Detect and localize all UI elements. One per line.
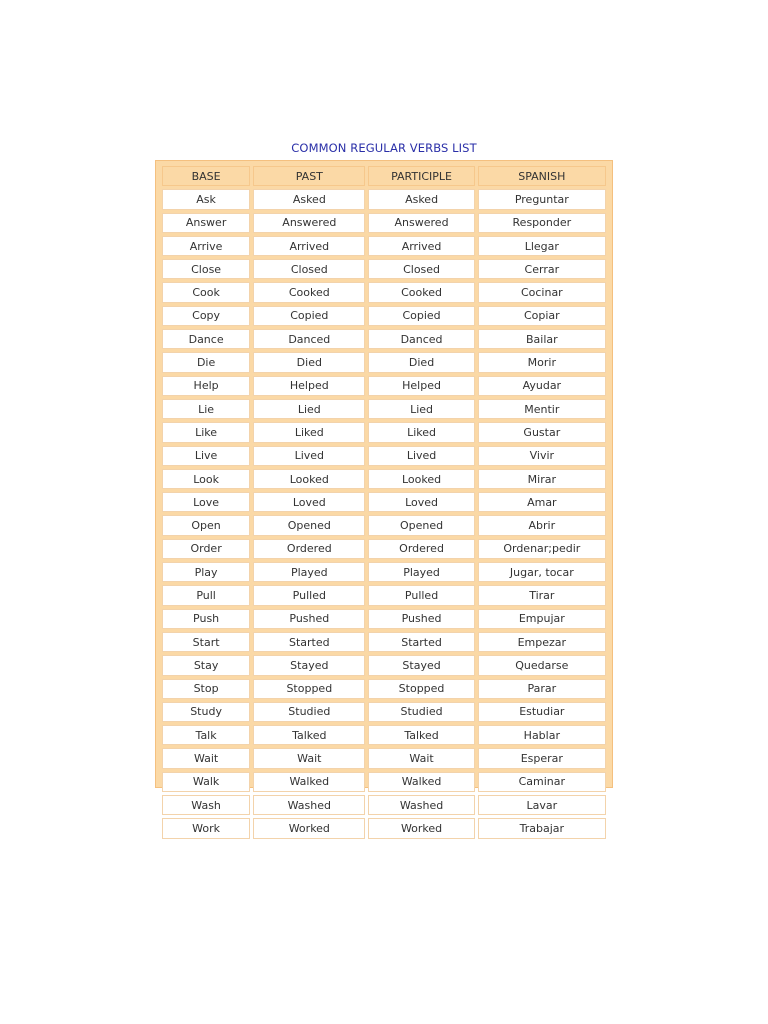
table-row bbox=[162, 329, 606, 349]
cell-base: Stay bbox=[162, 655, 250, 675]
header-participle: PARTICIPLE bbox=[368, 166, 474, 186]
cell-base: Lie bbox=[162, 399, 250, 419]
cell-past: Danced bbox=[253, 329, 365, 349]
table-row bbox=[162, 818, 606, 838]
header-base: BASE bbox=[162, 166, 250, 186]
cell-base: Look bbox=[162, 469, 250, 489]
table-row bbox=[162, 422, 606, 442]
cell-past: Ordered bbox=[253, 539, 365, 559]
cell-past: Copied bbox=[253, 306, 365, 326]
verbs-table bbox=[159, 163, 609, 842]
cell-base: Help bbox=[162, 376, 250, 396]
cell-base: Dance bbox=[162, 329, 250, 349]
cell-past: Closed bbox=[253, 259, 365, 279]
cell-participle: Lived bbox=[368, 446, 474, 466]
cell-spanish: Ordenar;pedir bbox=[478, 539, 606, 559]
cell-spanish: Parar bbox=[478, 679, 606, 699]
table-row bbox=[162, 446, 606, 466]
cell-spanish: Responder bbox=[478, 213, 606, 233]
cell-base: Arrive bbox=[162, 236, 250, 256]
cell-spanish: Cocinar bbox=[478, 282, 606, 302]
table-row bbox=[162, 352, 606, 372]
cell-base: Love bbox=[162, 492, 250, 512]
cell-participle: Lied bbox=[368, 399, 474, 419]
cell-base: Ask bbox=[162, 189, 250, 209]
table-row bbox=[162, 189, 606, 209]
cell-spanish: Lavar bbox=[478, 795, 606, 815]
cell-past: Stopped bbox=[253, 679, 365, 699]
cell-participle: Arrived bbox=[368, 236, 474, 256]
cell-past: Died bbox=[253, 352, 365, 372]
cell-past: Stayed bbox=[253, 655, 365, 675]
cell-participle: Copied bbox=[368, 306, 474, 326]
cell-participle: Ordered bbox=[368, 539, 474, 559]
table-row bbox=[162, 655, 606, 675]
cell-participle: Liked bbox=[368, 422, 474, 442]
cell-past: Lived bbox=[253, 446, 365, 466]
cell-participle: Worked bbox=[368, 818, 474, 838]
cell-past: Helped bbox=[253, 376, 365, 396]
cell-past: Started bbox=[253, 632, 365, 652]
cell-base: Cook bbox=[162, 282, 250, 302]
cell-spanish: Esperar bbox=[478, 748, 606, 768]
cell-past: Answered bbox=[253, 213, 365, 233]
table-body bbox=[162, 189, 606, 838]
cell-base: Push bbox=[162, 609, 250, 629]
cell-past: Opened bbox=[253, 515, 365, 535]
cell-base: Stop bbox=[162, 679, 250, 699]
table-row bbox=[162, 585, 606, 605]
cell-spanish: Abrir bbox=[478, 515, 606, 535]
cell-past: Looked bbox=[253, 469, 365, 489]
table-row bbox=[162, 376, 606, 396]
cell-participle: Walked bbox=[368, 772, 474, 792]
cell-past: Played bbox=[253, 562, 365, 582]
table-row bbox=[162, 306, 606, 326]
table-row bbox=[162, 609, 606, 629]
table-row bbox=[162, 259, 606, 279]
cell-base: Study bbox=[162, 702, 250, 722]
cell-base: Walk bbox=[162, 772, 250, 792]
cell-base: Like bbox=[162, 422, 250, 442]
cell-participle: Stayed bbox=[368, 655, 474, 675]
table-row bbox=[162, 515, 606, 535]
cell-participle: Looked bbox=[368, 469, 474, 489]
cell-participle: Played bbox=[368, 562, 474, 582]
cell-past: Pushed bbox=[253, 609, 365, 629]
cell-spanish: Amar bbox=[478, 492, 606, 512]
cell-spanish: Copiar bbox=[478, 306, 606, 326]
cell-spanish: Morir bbox=[478, 352, 606, 372]
cell-base: Die bbox=[162, 352, 250, 372]
cell-participle: Answered bbox=[368, 213, 474, 233]
cell-participle: Danced bbox=[368, 329, 474, 349]
cell-spanish: Gustar bbox=[478, 422, 606, 442]
cell-participle: Asked bbox=[368, 189, 474, 209]
table-row bbox=[162, 539, 606, 559]
cell-spanish: Estudiar bbox=[478, 702, 606, 722]
cell-past: Asked bbox=[253, 189, 365, 209]
cell-spanish: Llegar bbox=[478, 236, 606, 256]
cell-past: Wait bbox=[253, 748, 365, 768]
cell-spanish: Trabajar bbox=[478, 818, 606, 838]
cell-base: Pull bbox=[162, 585, 250, 605]
cell-spanish: Ayudar bbox=[478, 376, 606, 396]
table-row bbox=[162, 772, 606, 792]
cell-past: Loved bbox=[253, 492, 365, 512]
cell-participle: Studied bbox=[368, 702, 474, 722]
cell-spanish: Hablar bbox=[478, 725, 606, 745]
cell-base: Open bbox=[162, 515, 250, 535]
cell-spanish: Preguntar bbox=[478, 189, 606, 209]
cell-base: Wash bbox=[162, 795, 250, 815]
table-row bbox=[162, 399, 606, 419]
cell-base: Work bbox=[162, 818, 250, 838]
table-row bbox=[162, 492, 606, 512]
table-row bbox=[162, 725, 606, 745]
cell-spanish: Tirar bbox=[478, 585, 606, 605]
cell-participle: Closed bbox=[368, 259, 474, 279]
cell-past: Arrived bbox=[253, 236, 365, 256]
table-row bbox=[162, 282, 606, 302]
cell-spanish: Vivir bbox=[478, 446, 606, 466]
cell-participle: Loved bbox=[368, 492, 474, 512]
cell-participle: Helped bbox=[368, 376, 474, 396]
cell-participle: Talked bbox=[368, 725, 474, 745]
cell-participle: Opened bbox=[368, 515, 474, 535]
cell-spanish: Cerrar bbox=[478, 259, 606, 279]
table-row bbox=[162, 679, 606, 699]
cell-spanish: Mentir bbox=[478, 399, 606, 419]
cell-spanish: Empujar bbox=[478, 609, 606, 629]
cell-base: Close bbox=[162, 259, 250, 279]
cell-participle: Washed bbox=[368, 795, 474, 815]
header-past: PAST bbox=[253, 166, 365, 186]
cell-base: Start bbox=[162, 632, 250, 652]
cell-base: Copy bbox=[162, 306, 250, 326]
cell-past: Studied bbox=[253, 702, 365, 722]
cell-participle: Pulled bbox=[368, 585, 474, 605]
cell-past: Lied bbox=[253, 399, 365, 419]
cell-past: Worked bbox=[253, 818, 365, 838]
cell-participle: Stopped bbox=[368, 679, 474, 699]
cell-spanish: Mirar bbox=[478, 469, 606, 489]
cell-participle: Started bbox=[368, 632, 474, 652]
verbs-table-frame bbox=[155, 160, 613, 835]
cell-participle: Died bbox=[368, 352, 474, 372]
cell-spanish: Jugar, tocar bbox=[478, 562, 606, 582]
table-row bbox=[162, 562, 606, 582]
cell-spanish: Empezar bbox=[478, 632, 606, 652]
cell-participle: Cooked bbox=[368, 282, 474, 302]
cell-spanish: Quedarse bbox=[478, 655, 606, 675]
table-row bbox=[162, 632, 606, 652]
table-row bbox=[162, 795, 606, 815]
table-row bbox=[162, 469, 606, 489]
cell-past: Cooked bbox=[253, 282, 365, 302]
cell-spanish: Bailar bbox=[478, 329, 606, 349]
table-row bbox=[162, 236, 606, 256]
header-row bbox=[162, 166, 606, 186]
cell-participle: Pushed bbox=[368, 609, 474, 629]
cell-past: Talked bbox=[253, 725, 365, 745]
cell-participle: Wait bbox=[368, 748, 474, 768]
table-row bbox=[162, 702, 606, 722]
table-title: COMMON REGULAR VERBS LIST bbox=[291, 141, 477, 155]
cell-base: Play bbox=[162, 562, 250, 582]
cell-base: Talk bbox=[162, 725, 250, 745]
header-spanish: SPANISH bbox=[478, 166, 606, 186]
cell-base: Live bbox=[162, 446, 250, 466]
cell-base: Answer bbox=[162, 213, 250, 233]
cell-past: Washed bbox=[253, 795, 365, 815]
cell-past: Liked bbox=[253, 422, 365, 442]
table-row bbox=[162, 213, 606, 233]
cell-base: Order bbox=[162, 539, 250, 559]
table-row bbox=[162, 748, 606, 768]
cell-past: Pulled bbox=[253, 585, 365, 605]
cell-spanish: Caminar bbox=[478, 772, 606, 792]
cell-past: Walked bbox=[253, 772, 365, 792]
cell-base: Wait bbox=[162, 748, 250, 768]
